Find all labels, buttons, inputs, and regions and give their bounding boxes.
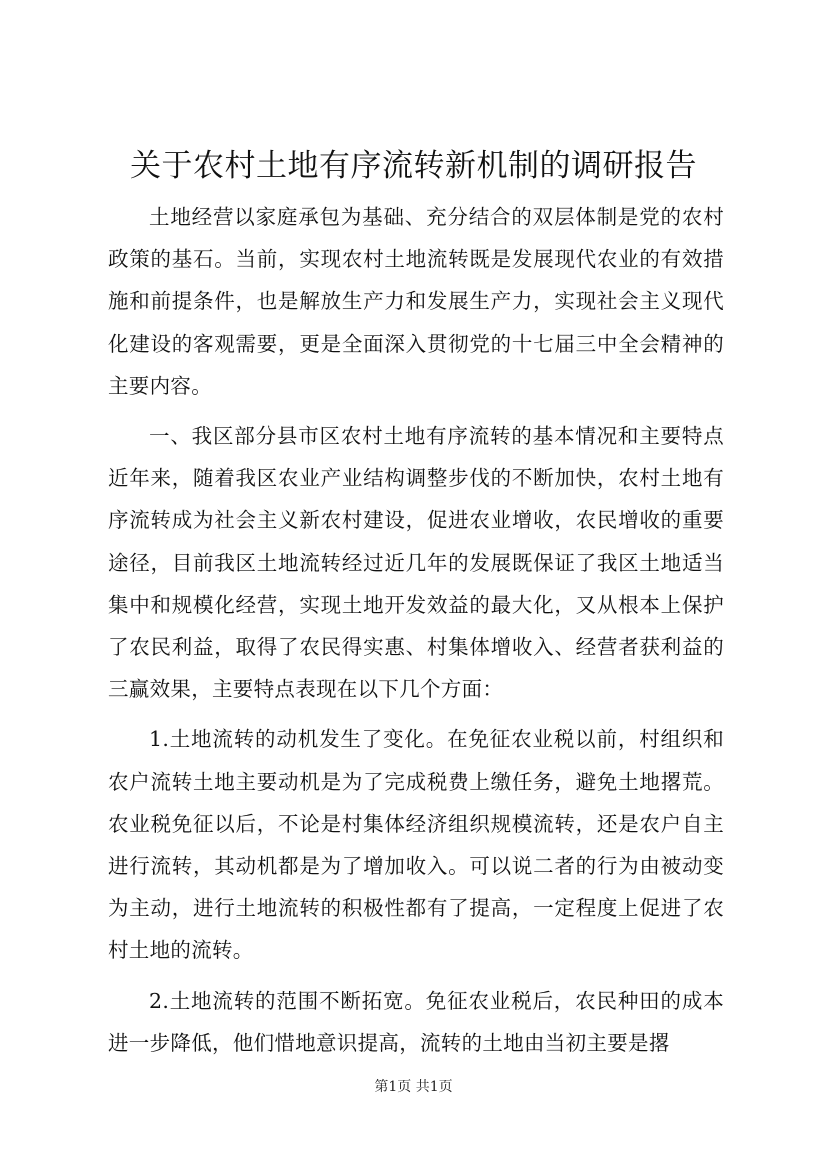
- paragraph-section-one: 一、我区部分县市区农村土地有序流转的基本情况和主要特点近年来，随着我区农业产业结构调整步伐的不断加快，农村土地有序流转成为社会主义新农村建设，促进农业增收，农民增收的重要途径，目前我区土地流转经过近几年的发展既保证了我区土地适当集中和规模化经营，实现土地开发效益的最大化，又从根本上保护了农民利益，取得了农民得实惠、村集体增收入、经营者获利益的三赢效果，主要特点表现在以下几个方面：: [108, 424, 724, 702]
- paragraph-point-two: 2.土地流转的范围不断拓宽。免征农业税后，农民种田的成本进一步降低，他们惜地意识提高，流转的土地由当初主要是撂: [108, 988, 724, 1055]
- document-title: 关于农村土地有序流转新机制的调研报告: [130, 148, 697, 184]
- document-body: [108, 196, 724, 1072]
- page-number: 第1页 共1页: [374, 1079, 453, 1095]
- paragraph-intro: 土地经营以家庭承包为基础、充分结合的双层体制是党的农村政策的基石。当前，实现农村土地流转既是发展现代农业的有效措施和前提条件，也是解放生产力和发展生产力，实现社会主义现代化建设的客观需要，更是全面深入贯彻党的十七届三中全会精神的主要内容。: [108, 205, 724, 398]
- paragraph-point-one: 1.土地流转的动机发生了变化。在免征农业税以前，村组织和农户流转土地主要动机是为了完成税费上缴任务，避免土地撂荒。农业税免征以后，不论是村集体经济组织规模流转，还是农户自主进行流转，其动机都是为了增加收入。可以说二者的行为由被动变为主动，进行土地流转的积极性都有了提高，一定程度上促进了农村土地的流转。: [108, 727, 724, 963]
